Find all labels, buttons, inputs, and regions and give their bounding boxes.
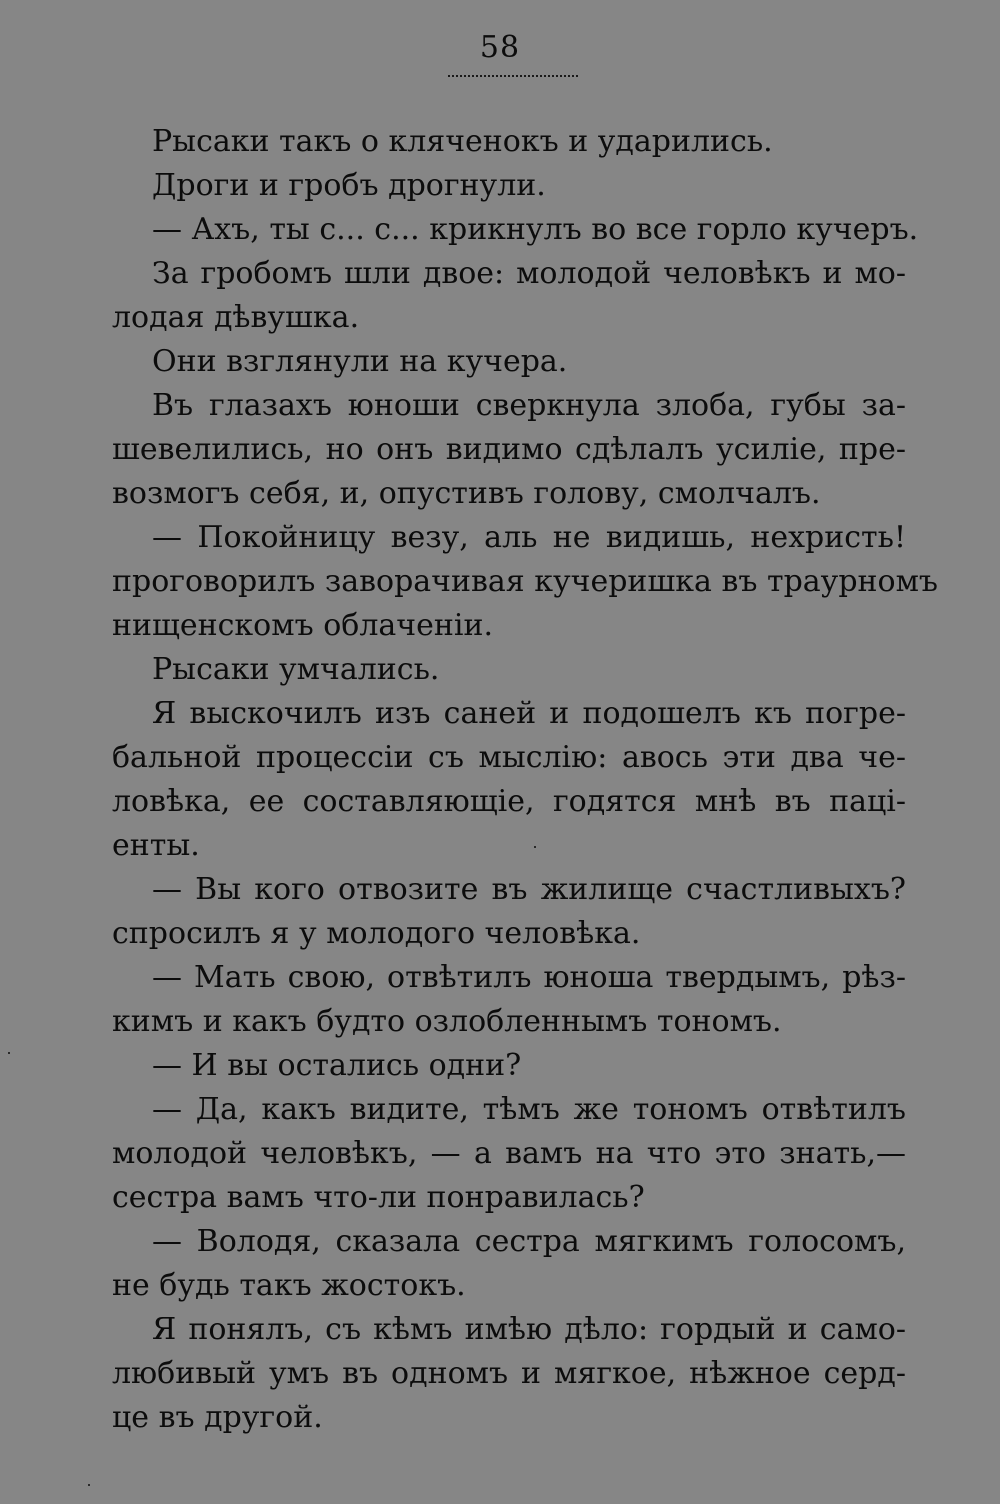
text-line: лодая дѣвушка. — [112, 300, 360, 335]
text-line: нищенскомъ облаченіи. — [112, 608, 493, 643]
text-line: — Мать свою, отвѣтилъ юноша твердымъ, рѣз- — [152, 960, 906, 995]
text-line: — И вы остались одни? — [152, 1048, 522, 1083]
text-line: — Володя, сказала сестра мягкимъ голосомъ, — [152, 1224, 906, 1259]
text-line: Рысаки такъ о кляченокъ и ударились. — [152, 124, 773, 159]
text-line: — Ахъ, ты с... с... крикнулъ во все горло кучеръ. — [152, 212, 919, 247]
text-line: Я выскочилъ изъ саней и подошелъ къ погре- — [152, 696, 906, 731]
scan-speck — [8, 1052, 10, 1054]
header-dotted-rule — [448, 75, 578, 77]
text-line: це въ другой. — [112, 1400, 323, 1435]
text-line: спросилъ я у молодого человѣка. — [112, 916, 641, 951]
scan-speck — [534, 846, 536, 848]
scan-speck — [88, 1484, 90, 1486]
text-line: Дроги и гробъ дрогнули. — [152, 168, 546, 203]
text-line: Я понялъ, съ кѣмъ имѣю дѣло: гордый и само- — [152, 1312, 906, 1347]
text-line: Рысаки умчались. — [152, 652, 440, 687]
text-line: — Покойницу везу, аль не видишь, нехристь! — [152, 520, 906, 555]
text-line: кимъ и какъ будто озлобленнымъ тономъ. — [112, 1004, 782, 1039]
text-line: проговорилъ заворачивая кучеришка въ траурномъ — [112, 564, 939, 599]
text-line: бальной процессіи съ мыслію: авось эти два че- — [112, 740, 906, 775]
text-line: сестра вамъ что-ли понравилась? — [112, 1180, 645, 1215]
text-line: шевелились, но онъ видимо сдѣлалъ усиліе, пре- — [112, 432, 906, 467]
text-line: возмогъ себя, и, опустивъ голову, смолчалъ. — [112, 476, 821, 511]
text-line: — Вы кого отвозите въ жилище счастливыхъ? — [152, 872, 906, 907]
text-line: енты. — [112, 828, 200, 863]
text-line: За гробомъ шли двое: молодой человѣкъ и мо- — [152, 256, 906, 291]
text-line: любивый умъ въ одномъ и мягкое, нѣжное серд- — [112, 1356, 906, 1391]
text-line: молодой человѣкъ, — а вамъ на что это знать,— — [112, 1136, 906, 1171]
text-line: ловѣка, ее составляющіе, годятся мнѣ въ паці- — [112, 784, 906, 819]
text-line: не будь такъ жостокъ. — [112, 1268, 466, 1303]
text-line: Они взглянули на кучера. — [152, 344, 568, 379]
page-number: 58 — [479, 30, 521, 65]
text-line: — Да, какъ видите, тѣмъ же тономъ отвѣтилъ — [152, 1092, 906, 1127]
text-line: Въ глазахъ юноши сверкнула злоба, губы за- — [152, 388, 906, 423]
